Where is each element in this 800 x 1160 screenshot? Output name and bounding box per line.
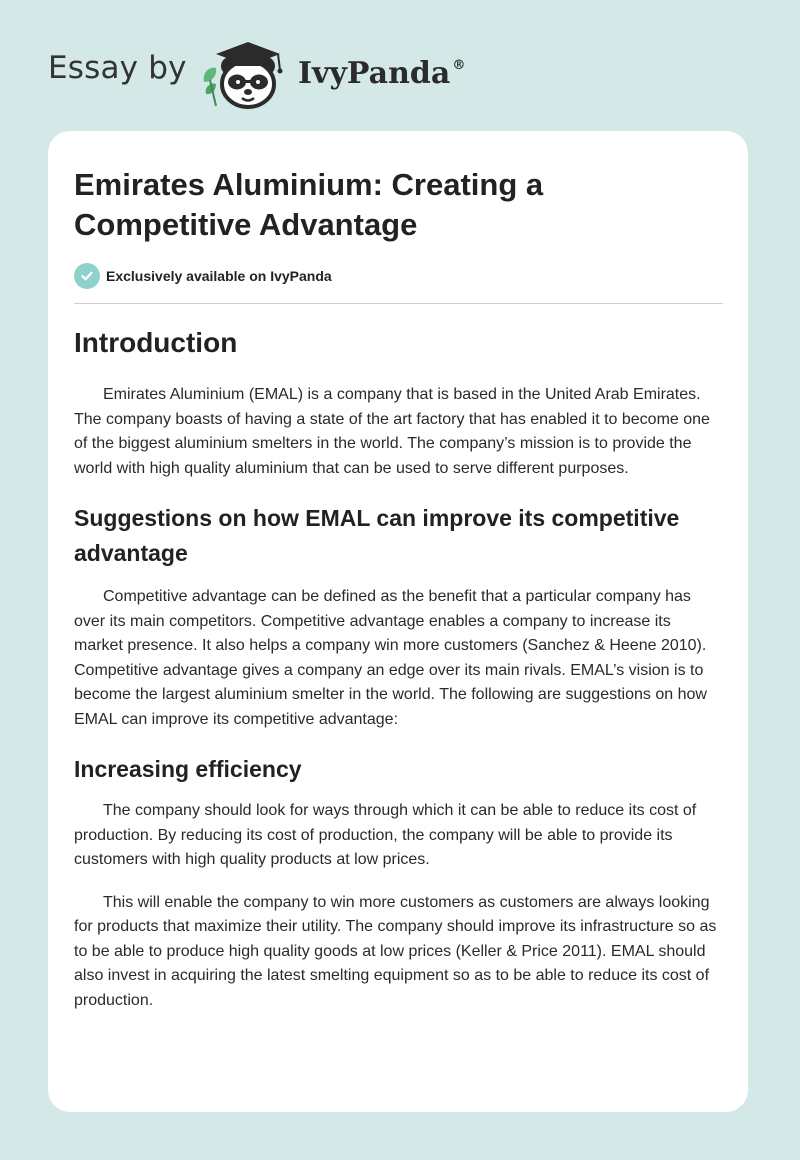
heading-increasing-efficiency: Increasing efficiency (74, 756, 302, 782)
heading-introduction: Introduction (74, 327, 238, 358)
panda-graduation-cap-icon[interactable] (200, 38, 296, 110)
title-divider (74, 303, 723, 304)
essay-by-label: Essay by (48, 50, 187, 86)
site-header (0, 0, 800, 125)
exclusive-label: Exclusively available on IvyPanda (106, 268, 332, 284)
heading-suggestions: Suggestions on how EMAL can improve its competitive advantage (74, 505, 680, 566)
registered-mark: ® (452, 58, 466, 73)
paragraph-introduction-1: Emirates Aluminium (EMAL) is a company that is based in the United Arab Emirates. The company boasts of having a state of the art factory that has enabled it to become one of the biggest aluminium smelters in the world. The company’s mission is to provide the world with high quality aluminium that can be used to serve different purposes. (74, 386, 710, 477)
paragraph-suggestions-1: Competitive advantage can be defined as the benefit that a particular company has over its main competitors. Competitive advantage enables a company to increase its market presence. It also helps a company win more customers (Sanchez & Heene 2010). Competitive advantage gives a company an edge over its main rivals. EMAL’s vision is to become the largest aluminium smelter in the world. The following are suggestions on how EMAL can improve its competitive advantage: (74, 588, 707, 728)
brand-name-text: IvyPanda (298, 56, 451, 91)
essay-title: Emirates Aluminium: Creating a Competitive Advantage (74, 167, 544, 242)
checkmark-icon (74, 263, 100, 289)
exclusive-badge (74, 263, 332, 289)
paragraph-efficiency-1: The company should look for ways through which it can be able to reduce its cost of production. By reducing its cost of production, the company will be able to provide its customers with high quality products at low prices. (74, 802, 697, 868)
essay-body (74, 321, 724, 1027)
brand-name[interactable] (298, 56, 465, 91)
paragraph-efficiency-2: This will enable the company to win more customers as customers are always looking for products that maximize their utility. The company should improve its infrastructure so as to be able to produce high quality goods at low prices (Keller & Price 2011). EMAL should also invest in acquiring the latest smelting equipment so as to be able to reduce its cost of production. (74, 893, 717, 1009)
essay-card (48, 131, 748, 1112)
